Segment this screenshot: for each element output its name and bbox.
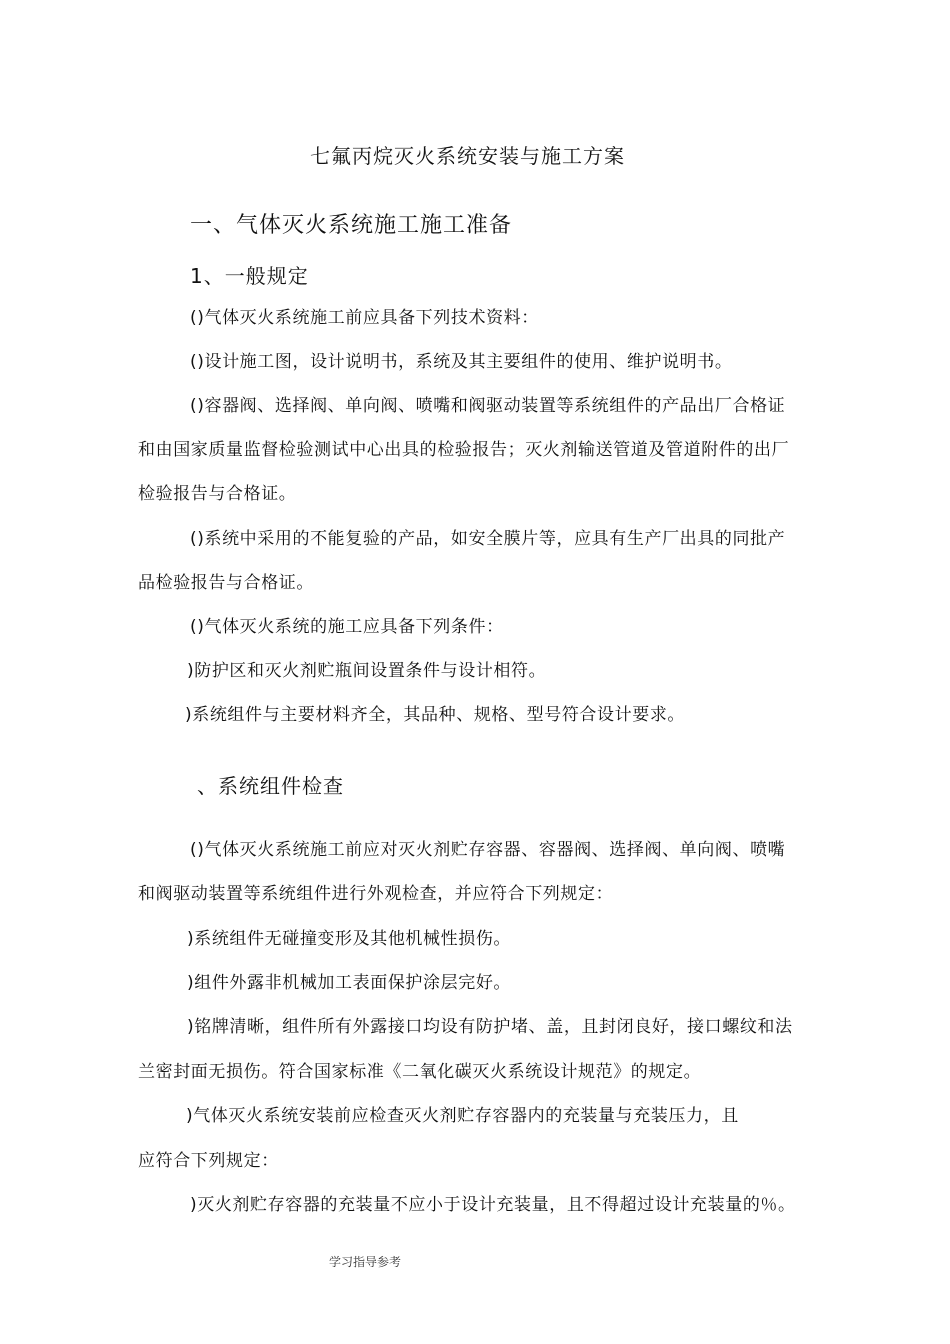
paragraph-line: )气体灭火系统安装前应检查灭火剂贮存容器内的充装量与充装压力，且 xyxy=(186,1106,739,1126)
paragraph-line: 和由国家质量监督检验测试中心出具的检验报告；灭火剂输送管道及管道附件的出厂 xyxy=(138,440,790,460)
paragraph-line: 应符合下列规定： xyxy=(138,1151,279,1171)
paragraph-line: )系统组件与主要材料齐全，其品种、规格、型号符合设计要求。 xyxy=(185,705,686,725)
paragraph-line: )防护区和灭火剂贮瓶间设置条件与设计相符。 xyxy=(187,661,547,681)
paragraph-line: ()系统中采用的不能复验的产品，如安全膜片等，应具有生产厂出具的同批产 xyxy=(190,529,786,549)
paragraph-line: ()气体灭火系统的施工应具备下列条件： xyxy=(190,617,504,637)
paragraph-line: ()气体灭火系统施工前应对灭火剂贮存容器、容器阀、选择阀、单向阀、喷嘴 xyxy=(190,840,786,860)
paragraph-line: )铭牌清晰，组件所有外露接口均设有防护堵、盖，且封闭良好，接口螺纹和法 xyxy=(187,1017,793,1037)
paragraph-line: 检验报告与合格证。 xyxy=(138,484,297,504)
paragraph-line: )系统组件无碰撞变形及其他机械性损伤。 xyxy=(187,929,512,949)
paragraph-line: ()气体灭火系统施工前应具备下列技术资料： xyxy=(190,308,539,328)
subsection-heading-1: 1、一般规定 xyxy=(190,264,309,288)
document-title: 七氟丙烷灭火系统安装与施工方案 xyxy=(310,144,625,168)
section-heading-1: 一、气体灭火系统施工施工准备 xyxy=(190,213,513,238)
paragraph-line: ()设计施工图，设计说明书，系统及其主要组件的使用、维护说明书。 xyxy=(190,352,733,372)
paragraph-line: ()容器阀、选择阀、单向阀、喷嘴和阀驱动装置等系统组件的产品出厂合格证 xyxy=(190,396,786,416)
subsection-heading-2: 、系统组件检查 xyxy=(197,774,344,798)
paragraph-line: )灭火剂贮存容器的充装量不应小于设计充装量，且不得超过设计充装量的％。 xyxy=(190,1195,796,1215)
paragraph-line: 兰密封面无损伤。符合国家标准《二氧化碳灭火系统设计规范》的规定。 xyxy=(138,1062,702,1082)
paragraph-line: )组件外露非机械加工表面保护涂层完好。 xyxy=(187,973,512,993)
paragraph-line: 和阀驱动装置等系统组件进行外观检查，并应符合下列规定： xyxy=(138,884,614,904)
page-footer: 学习指导参考 xyxy=(329,1255,402,1269)
paragraph-line: 品检验报告与合格证。 xyxy=(138,573,314,593)
